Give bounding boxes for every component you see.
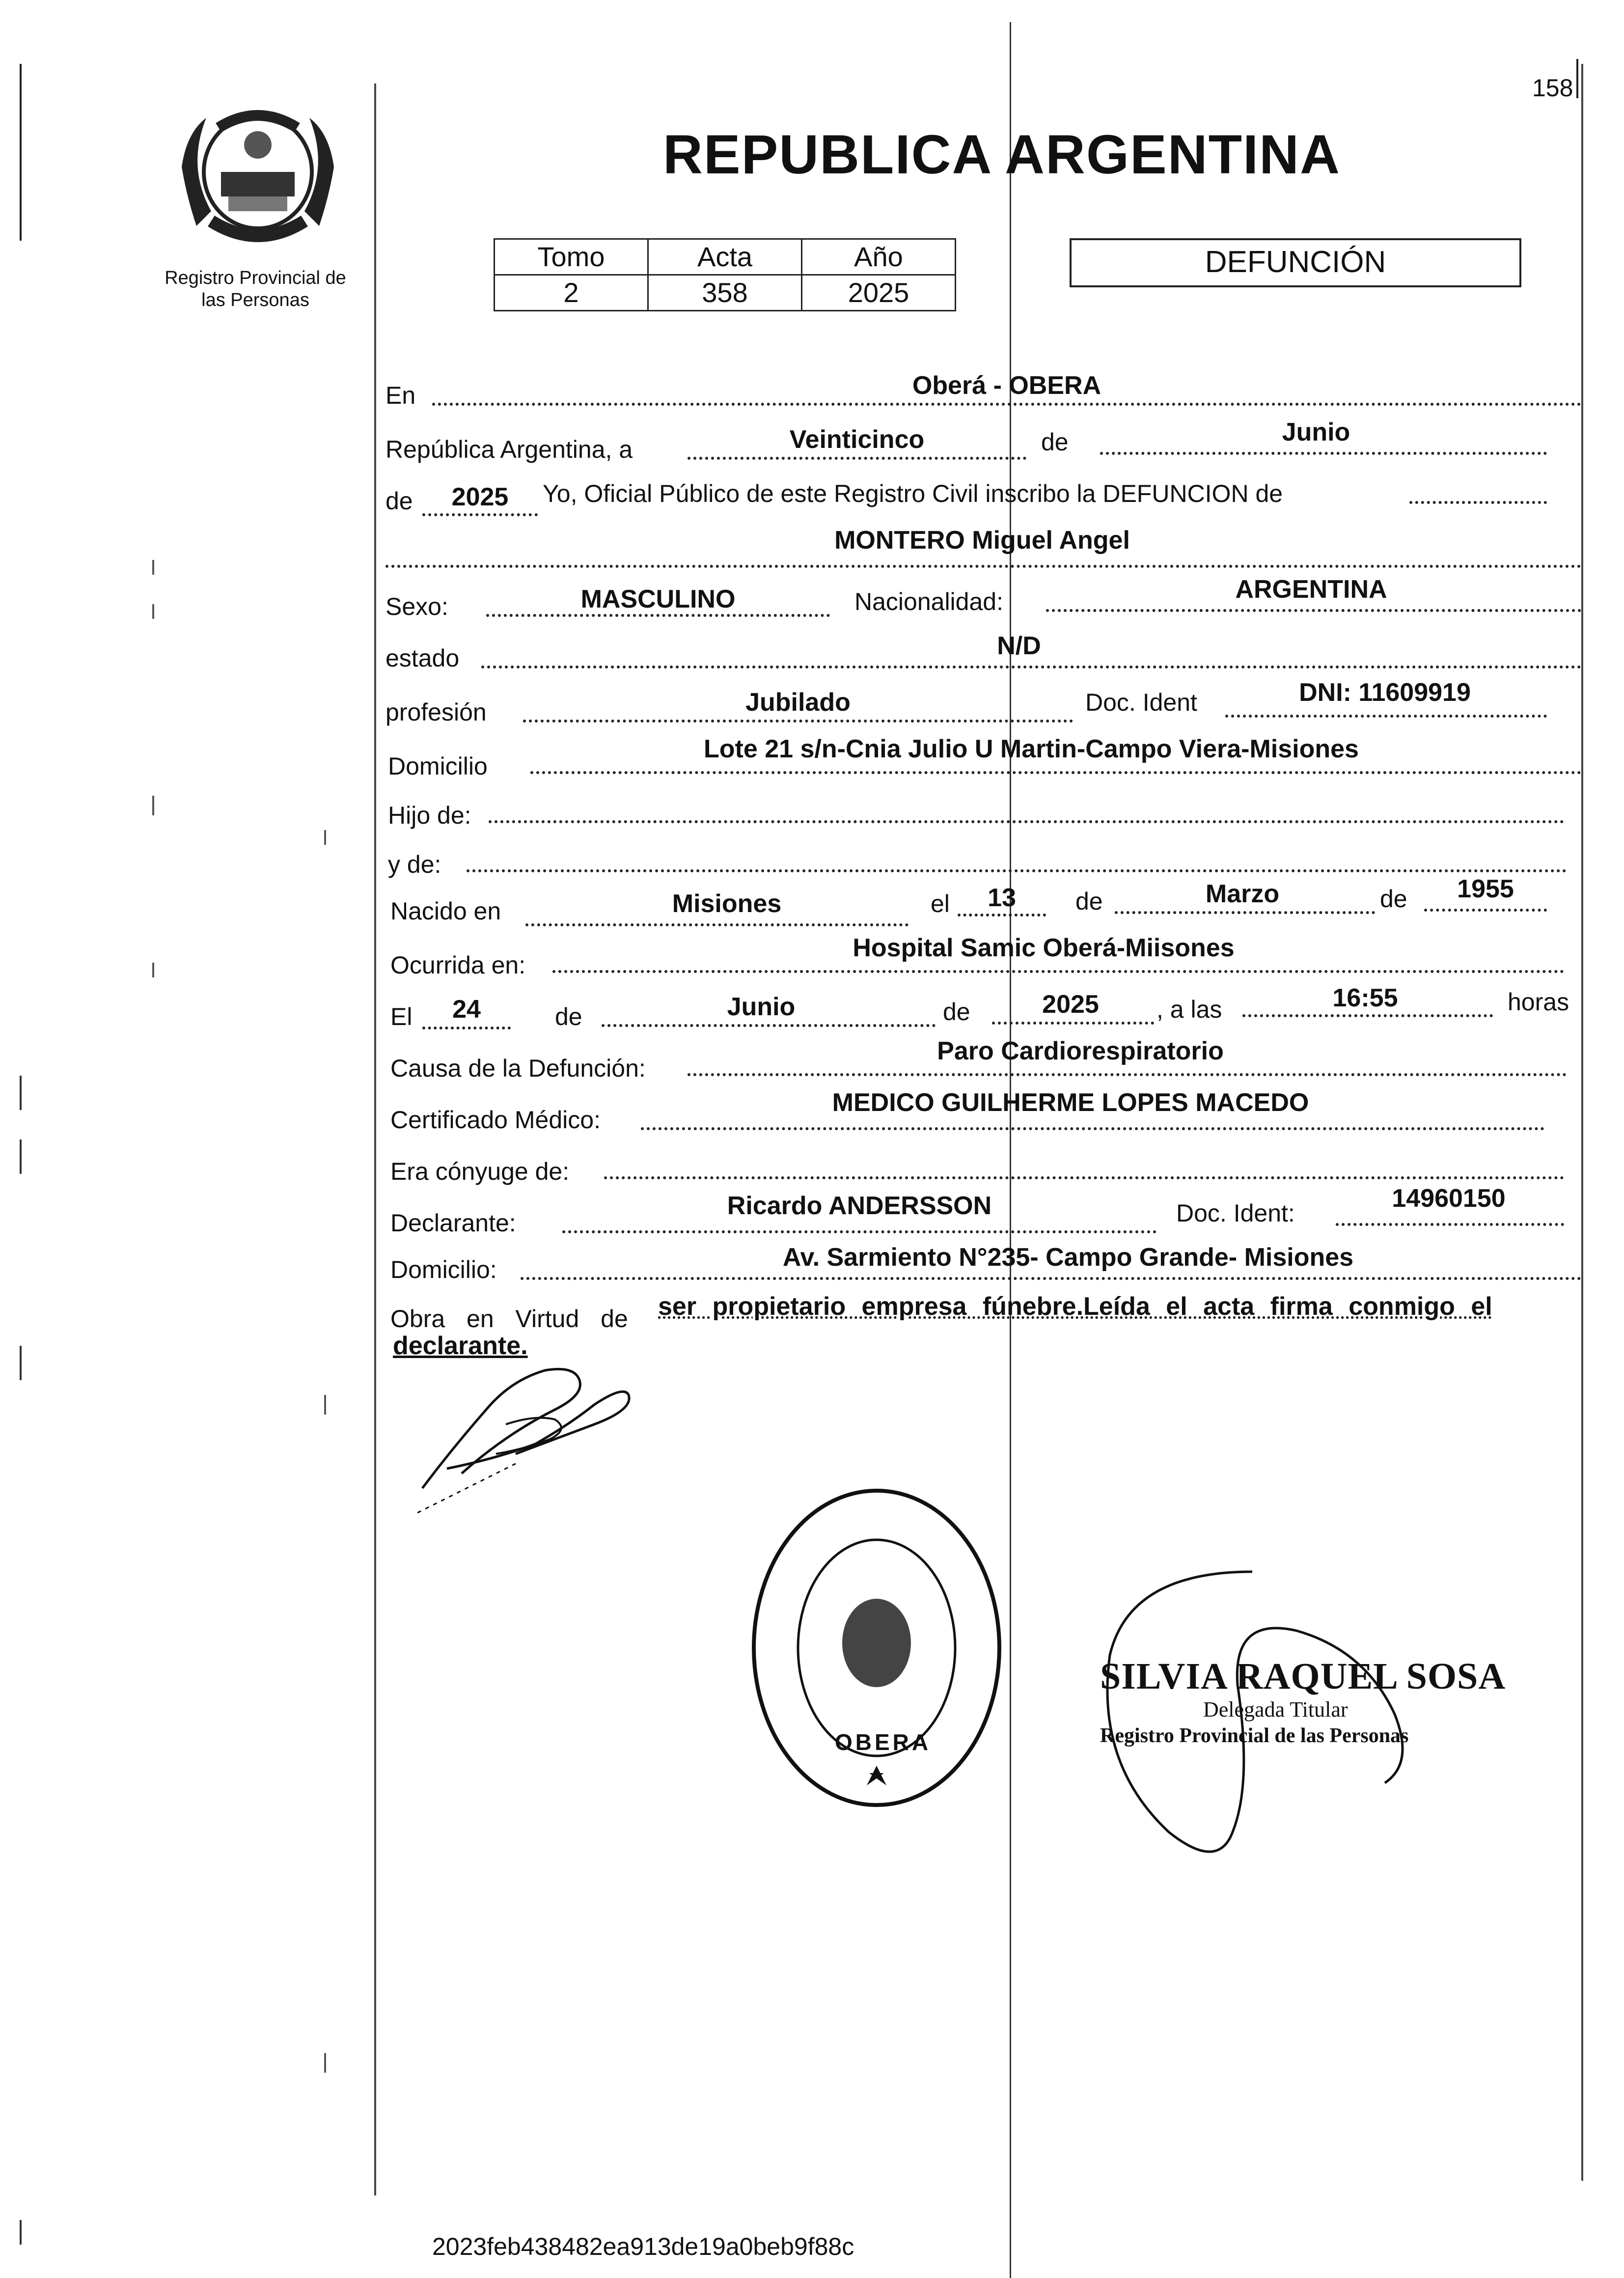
document-hash: 2023feb438482ea913de19a0beb9f88c [432, 2233, 854, 2260]
dotted-line [992, 1022, 1154, 1025]
dotted-line [530, 771, 1581, 774]
fold-line [1010, 22, 1011, 2278]
right-border-line [1581, 64, 1583, 2181]
official-stamp [749, 1486, 1004, 1810]
doc-type: DEFUNCIÓN [1205, 245, 1386, 279]
domicilio2-label: Domicilio: [390, 1256, 497, 1283]
anio-header: Año [802, 239, 956, 275]
dotted-line [688, 1073, 1567, 1076]
dotted-line [958, 914, 1046, 917]
en-label: En [385, 382, 416, 409]
de5-label: de [555, 1003, 582, 1030]
doc-label: Doc. Ident [1085, 689, 1197, 716]
dotted-line [1409, 501, 1547, 504]
declarante-value: Ricardo ANDERSSON [727, 1192, 992, 1220]
dotted-line [562, 1230, 1156, 1233]
sexo-label: Sexo: [385, 593, 448, 620]
causa-label: Causa de la Defunción: [390, 1055, 646, 1082]
inscribo-text: Yo, Oficial Público de este Registro Civil inscribo la DEFUNCION de [543, 480, 1283, 507]
certificado-label: Certificado Médico: [390, 1106, 601, 1134]
el-label: el [931, 890, 950, 917]
official-office: Registro Provincial de las Personas [1100, 1724, 1409, 1747]
tomo-header: Tomo [495, 239, 648, 275]
dotted-line [489, 820, 1564, 823]
issuer-line1: Registro Provincial de [165, 268, 346, 288]
hijo-label: Hijo de: [388, 802, 471, 829]
obra-label: Obra en Virtud de [390, 1305, 628, 1333]
form-left-border [374, 83, 376, 2195]
margin-tick [20, 1076, 22, 1110]
year-value: 2025 [451, 483, 509, 511]
domicilio-label: Domicilio [388, 752, 488, 780]
nacionalidad-label: Nacionalidad: [854, 588, 1003, 615]
left-margin-line [20, 64, 22, 241]
nacionalidad-value: ARGENTINA [1235, 575, 1387, 604]
margin-tick [20, 1139, 22, 1174]
domicilio-value: Lote 21 s/n-Cnia Julio U Martin-Campo Viera-Misiones [704, 735, 1359, 763]
margin-tick [324, 830, 326, 845]
birth-day: 13 [988, 884, 1016, 912]
dotted-line [1242, 1014, 1493, 1017]
el2-label: El [390, 1003, 413, 1030]
place-value: Oberá - OBERA [912, 371, 1101, 400]
dotted-line [1225, 715, 1547, 718]
official-role: Delegada Titular [1203, 1697, 1348, 1722]
alas-label: , a las [1156, 996, 1222, 1023]
margin-tick [20, 2220, 22, 2245]
dotted-line [523, 720, 1073, 722]
nacido-value: Misiones [672, 889, 782, 918]
dotted-line [422, 1027, 511, 1029]
doc2-value: 14960150 [1392, 1184, 1506, 1213]
de4-label: de [1380, 885, 1407, 913]
sexo-value: MASCULINO [580, 585, 736, 613]
province-seal [177, 98, 339, 255]
profesion-value: Jubilado [745, 688, 851, 717]
death-time: 16:55 [1332, 984, 1398, 1012]
obra-value-2: declarante. [393, 1332, 528, 1360]
dotted-line [385, 565, 1581, 568]
margin-tick [152, 963, 154, 977]
yde-label: y de: [388, 851, 441, 878]
dotted-line [1424, 909, 1547, 912]
causa-value: Paro Cardiorespiratorio [937, 1037, 1224, 1065]
stamp-city: OBERA [835, 1729, 932, 1755]
estado-label: estado [385, 644, 460, 672]
birth-year: 1955 [1457, 875, 1514, 903]
month-value: Junio [1282, 418, 1350, 446]
deceased-name: MONTERO Miguel Angel [834, 526, 1130, 555]
acta-value: 358 [648, 275, 802, 311]
ocurrida-value: Hospital Samic Oberá-Miisones [853, 934, 1235, 962]
dotted-line [1046, 609, 1581, 612]
official-name: SILVIA RAQUEL SOSA [1100, 1656, 1506, 1697]
margin-tick [152, 560, 154, 575]
death-month: Junio [727, 993, 796, 1021]
certificado-value: MEDICO GUILHERME LOPES MACEDO [832, 1088, 1309, 1117]
anio-value: 2025 [802, 275, 956, 311]
doc2-label: Doc. Ident: [1176, 1199, 1295, 1227]
de3-label: de [1075, 888, 1103, 915]
dotted-line [602, 1024, 936, 1027]
dotted-line [1100, 452, 1547, 455]
domicilio2-value: Av. Sarmiento N°235- Campo Grande- Misiones [782, 1243, 1354, 1272]
ocurrida-label: Ocurrida en: [390, 951, 526, 979]
conyuge-label: Era cónyuge de: [390, 1158, 570, 1185]
doc-value: DNI: 11609919 [1299, 678, 1471, 707]
dotted-line [432, 403, 1581, 406]
dotted-line [467, 869, 1567, 872]
dotted-line [481, 666, 1581, 668]
dotted-line [604, 1176, 1564, 1179]
dotted-line [641, 1127, 1544, 1130]
margin-tick [20, 1346, 22, 1380]
dotted-line [1115, 911, 1375, 914]
dotted-line [422, 513, 538, 516]
right-edge-mark [1576, 59, 1578, 98]
page-number: 158 [1532, 74, 1573, 102]
nacido-label: Nacido en [390, 897, 501, 925]
estado-value: N/D [997, 632, 1041, 660]
de2-label: de [385, 487, 413, 515]
obra-value: ser propietario empresa fúnebre.Leída el acta firma conmigo el [658, 1292, 1492, 1321]
acta-header: Acta [648, 239, 802, 275]
horas-label: horas [1508, 988, 1569, 1016]
declarante-signature [408, 1341, 638, 1528]
page-title: REPUBLICA ARGENTINA [663, 124, 1341, 185]
margin-tick [324, 1395, 326, 1415]
margin-tick [152, 796, 154, 815]
dotted-line [521, 1277, 1581, 1280]
day-text: Veinticinco [789, 425, 925, 454]
republica-label: República Argentina, a [385, 436, 633, 463]
issuer-line2: las Personas [201, 290, 309, 310]
dotted-line [525, 923, 908, 926]
tomo-value: 2 [495, 275, 648, 311]
dotted-line [486, 614, 830, 617]
death-day: 24 [452, 995, 481, 1024]
dotted-line [1336, 1223, 1564, 1226]
record-table [494, 238, 956, 311]
birth-month: Marzo [1205, 880, 1280, 908]
dotted-line [688, 457, 1026, 460]
margin-tick [152, 604, 154, 619]
declarante-label: Declarante: [390, 1209, 516, 1237]
death-year: 2025 [1042, 990, 1099, 1019]
de-label: de [1041, 428, 1069, 456]
profesion-label: profesión [385, 698, 487, 726]
de6-label: de [943, 998, 970, 1026]
dotted-line [552, 970, 1564, 973]
margin-tick [324, 2053, 326, 2073]
